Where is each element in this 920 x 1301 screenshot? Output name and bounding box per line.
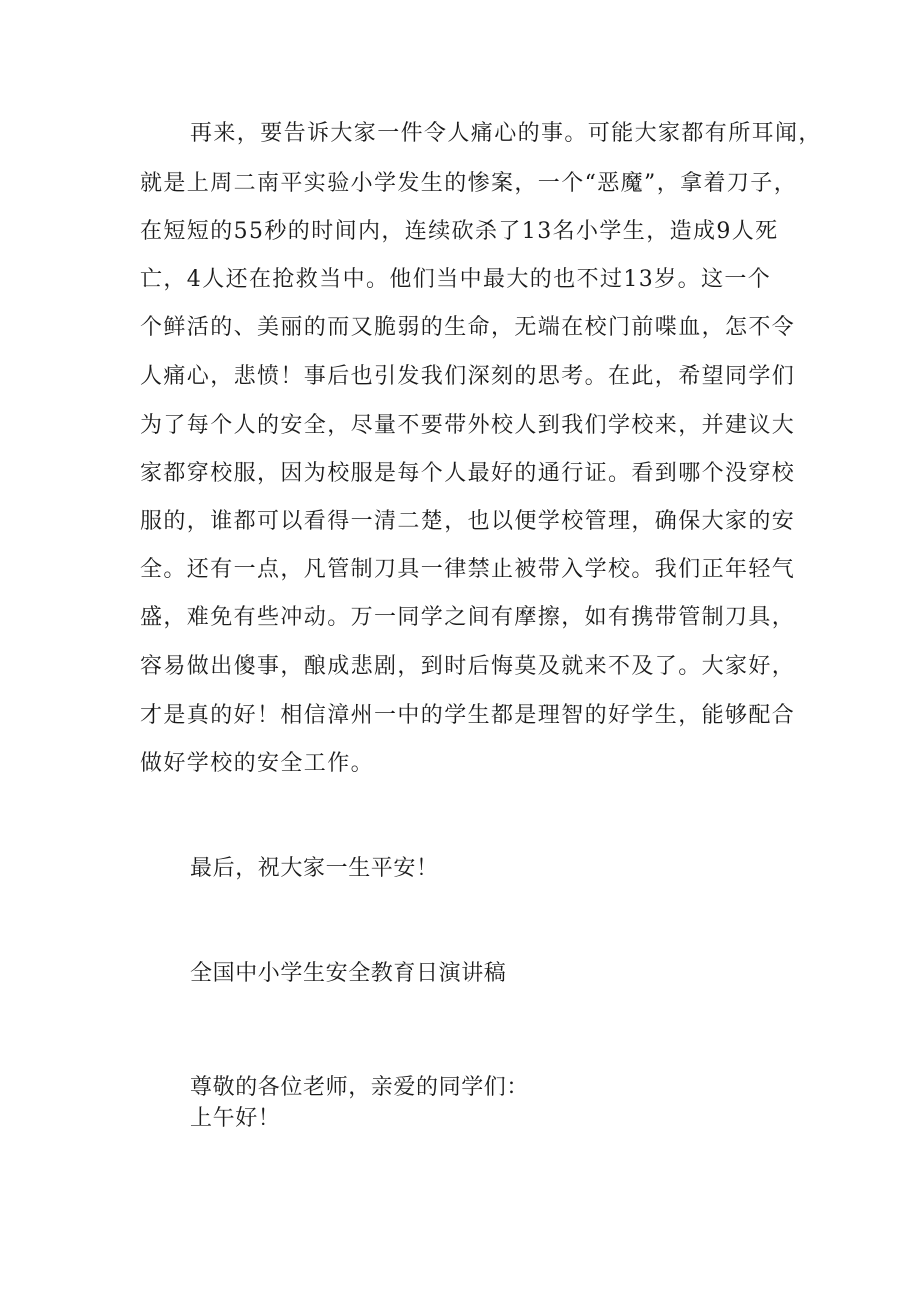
paragraph-line-6: 人痛心，悲愤！事后也引发我们深刻的思考。在此，希望同学们	[140, 364, 796, 389]
paragraph-line-13: 才是真的好！相信漳州一中的学生都是理智的好学生，能够配合	[140, 703, 796, 728]
paragraph-line-5: 个鲜活的、美丽的而又脆弱的生命，无端在校门前喋血，怎不令	[140, 315, 796, 340]
paragraph-line-3: 在短短的55秒的时间内，连续砍杀了13名小学生，造成9人死	[140, 219, 779, 244]
paragraph-line-1: 再来，要告诉大家一件令人痛心的事。可能大家都有所耳闻，	[190, 121, 822, 146]
paragraph-line-2: 就是上周二南平实验小学发生的惨案，一个“恶魔”，拿着刀子，	[140, 171, 798, 196]
paragraph-line-9: 服的，谁都可以看得一清二楚，也以便学校管理，确保大家的安	[140, 509, 796, 534]
closing-line: 最后，祝大家一生平安！	[190, 856, 439, 881]
paragraph-line-4: 亡，4人还在抢救当中。他们当中最大的也不过13岁。这一个	[140, 267, 772, 292]
paragraph-line-14: 做好学校的安全工作。	[140, 751, 375, 776]
speech-title: 全国中小学生安全教育日演讲稿	[190, 961, 507, 986]
paragraph-line-11: 盛，难免有些冲动。万一同学之间有摩擦，如有携带管制刀具，	[140, 605, 796, 630]
salutation-line: 尊敬的各位老师，亲爱的同学们：	[190, 1075, 530, 1100]
greeting-line: 上午好！	[190, 1106, 281, 1131]
paragraph-line-7: 为了每个人的安全，尽量不要带外校人到我们学校来，并建议大	[140, 413, 796, 438]
paragraph-line-8: 家都穿校服，因为校服是每个人最好的通行证。看到哪个没穿校	[140, 461, 796, 486]
paragraph-line-12: 容易做出傻事，酿成悲剧，到时后悔莫及就来不及了。大家好，	[140, 654, 796, 679]
paragraph-line-10: 全。还有一点，凡管制刀具一律禁止被带入学校。我们正年轻气	[140, 557, 796, 582]
